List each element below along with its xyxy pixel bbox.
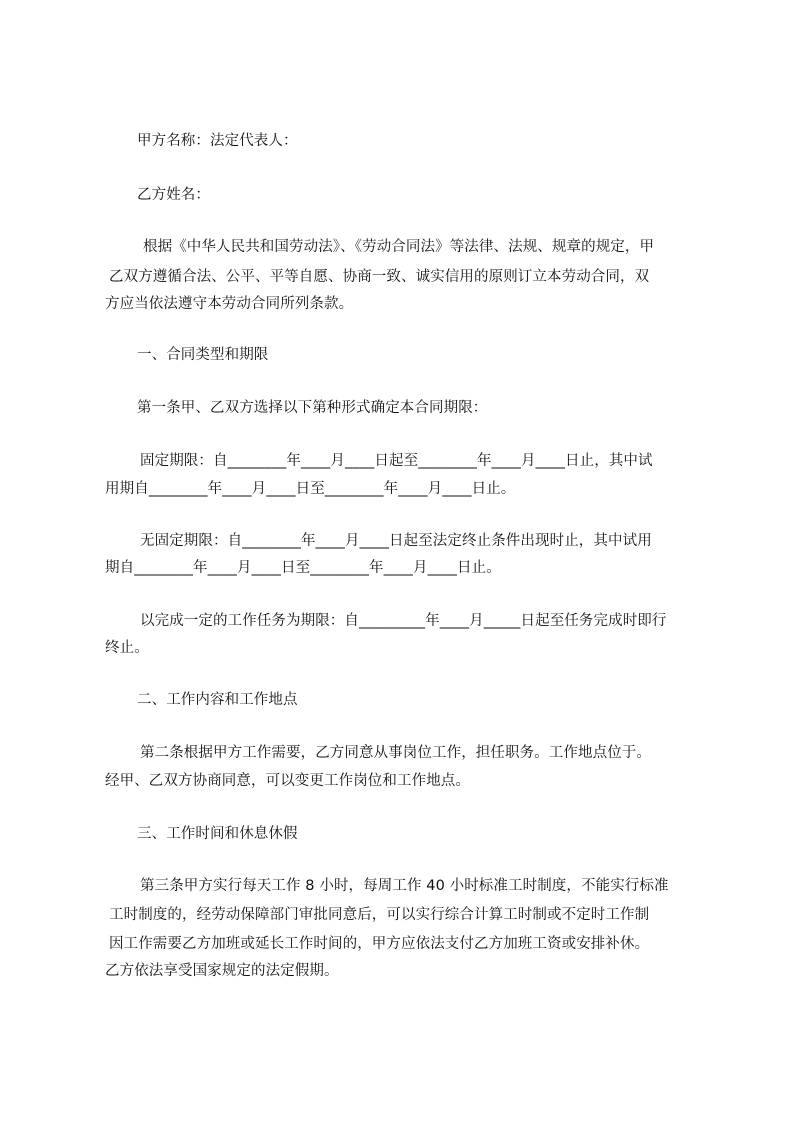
article-1: 第一条甲、乙双方选择以下第种形式确定本合同期限： <box>137 400 488 416</box>
section-2-heading: 二、工作内容和工作地点 <box>137 692 298 708</box>
article-3-line-2: 工时制度的，经劳动保障部门审批同意后，可以实行综合计算工时制或不定时工作制 <box>109 907 650 923</box>
party-a-line: 甲方名称：法定代表人： <box>137 133 298 149</box>
article-3-line-3: 因工作需要乙方加班或延长工作时间的，甲方应依法支付乙方加班工资或安排补休。 <box>109 936 650 952</box>
article-2-line-2: 经甲、乙双方协商同意，可以变更工作岗位和工作地点。 <box>105 773 470 789</box>
article-3-line-1: 第三条甲方实行每天工作 8 小时，每周工作 40 小时标准工时制度，不能实行标准 <box>140 878 669 894</box>
preamble-line-2: 乙双方遵循合法、公平、平等自愿、协商一致、诚实信用的原则订立本劳动合同，双 <box>109 269 650 285</box>
section-3-heading: 三、工作时间和休息休假 <box>137 826 298 842</box>
task-term-line-2: 终止。 <box>105 640 149 656</box>
open-term-line-2: 期自________年____月____日至________年____月____日止。 <box>105 560 501 576</box>
article-3-line-4: 乙方依法享受国家规定的法定假期。 <box>105 963 339 979</box>
article-2-line-1: 第二条根据甲方工作需要，乙方同意从事岗位工作，担任职务。工作地点位于。 <box>140 745 651 761</box>
task-term-line-1: 以完成一定的工作任务为期限：自_________年____月_____日起至任务完成时即行 <box>140 613 667 629</box>
fixed-term-line-1: 固定期限：自________年____月____日起至________年____月____日止，其中试 <box>140 453 653 469</box>
preamble-line-1: 根据《中华人民共和国劳动法》、《劳动合同法》等法律、法规、规章的规定，甲 <box>143 239 655 255</box>
open-term-line-1: 无固定期限：自________年____月____日起至法定终止条件出现时止，其中试用 <box>140 533 652 549</box>
preamble-line-3: 方应当依法遵守本劳动合同所列条款。 <box>105 296 354 312</box>
fixed-term-line-2: 用期自________年____月____日至________年____月____日止。 <box>105 481 516 497</box>
section-1-heading: 一、合同类型和期限 <box>137 347 269 363</box>
party-b-line: 乙方姓名： <box>137 187 210 203</box>
